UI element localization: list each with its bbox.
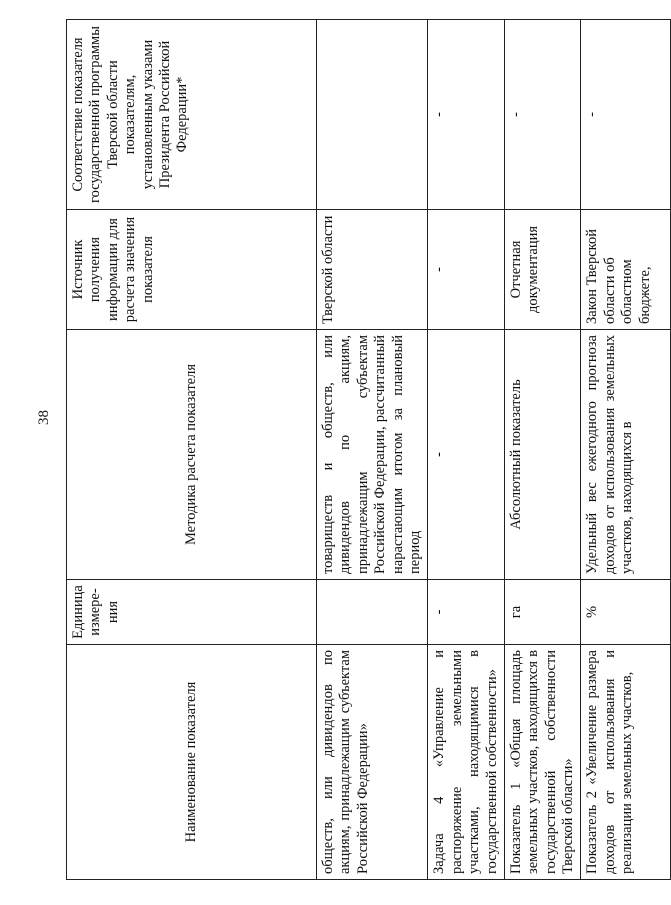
cell-source: Отчетная документация (504, 210, 581, 330)
cell-unit: % (581, 580, 671, 645)
cell-unit: - (428, 580, 505, 645)
cell-source: Закон Тверской области об областном бюджете, (581, 210, 671, 330)
cell-compliance: - (581, 20, 671, 210)
cell-source: Тверской области (317, 210, 428, 330)
cell-name: обществ, или дивидендов по акциям, принадлежащим субъектам Российской Федерации» (317, 645, 428, 880)
cell-method: Абсолютный показатель (504, 330, 581, 580)
table-row (504, 20, 581, 880)
cell-unit: га (504, 580, 581, 645)
cell-compliance: - (504, 20, 581, 210)
indicators-table (66, 19, 671, 880)
table-row (581, 20, 671, 880)
cell-unit (317, 580, 428, 645)
cell-method: - (428, 330, 505, 580)
rotated-table-container (66, 20, 653, 880)
table-row (428, 20, 505, 880)
header-method: Методика расчета показателя (67, 330, 317, 580)
cell-method: Удельный вес ежегодного прогноза доходов от использования земельных участков, находящихся в (581, 330, 671, 580)
cell-name: Задача 4 «Управление и распоряжение земельными участками, находящимися в государственной собственности» (428, 645, 505, 880)
table-header-row (67, 20, 317, 880)
cell-name: Показатель 1 «Общая площадь земельных участков, находящихся в государственной собственности Тверской области» (504, 645, 581, 880)
header-compliance: Соответствие показателя государственной программы Тверской области показателям, установленным указами Президента Российской Федерации* (67, 20, 317, 210)
page-number: 38 (36, 410, 52, 425)
cell-name: Показатель 2 «Увеличение размера доходов от использования и реализации земельных участков, (581, 645, 671, 880)
cell-compliance (317, 20, 428, 210)
header-unit: Единица измере-ния (67, 580, 317, 645)
table-row (317, 20, 428, 880)
header-source: Источник получения информации для расчета значения показателя (67, 210, 317, 330)
header-name: Наименование показателя (67, 645, 317, 880)
cell-compliance: - (428, 20, 505, 210)
cell-method: товариществ и обществ, или дивидендов по акциям, принадлежащим субъектам Российской Федерации, рассчитанный нарастающим итогом за плановый период (317, 330, 428, 580)
cell-source: - (428, 210, 505, 330)
